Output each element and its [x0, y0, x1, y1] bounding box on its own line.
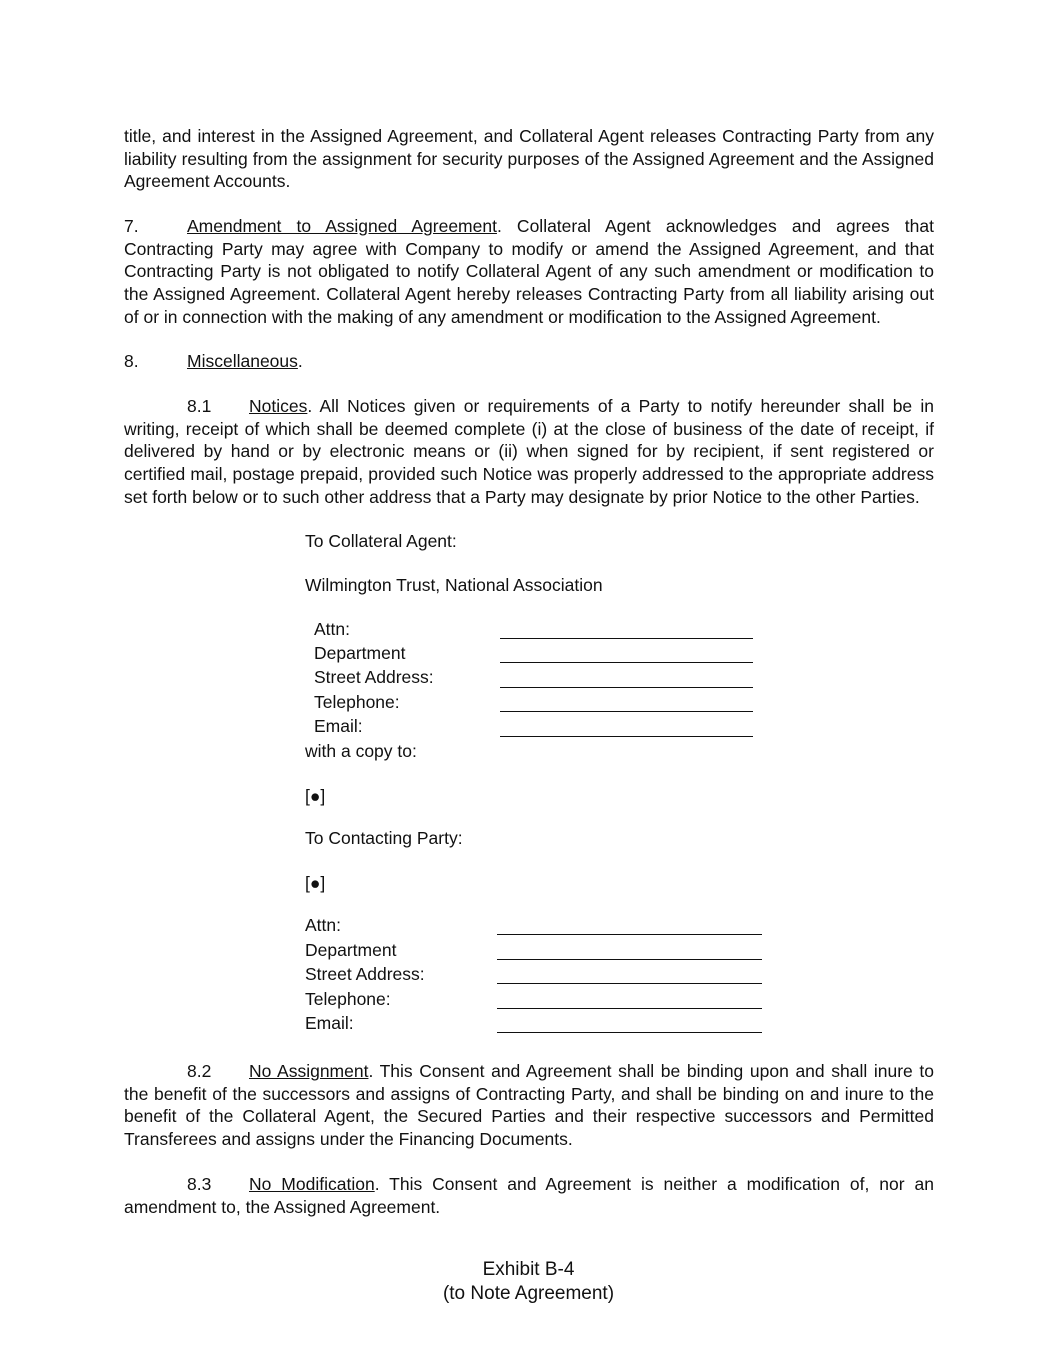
section-8-3-text: . This Consent and Agreement is neither a modification of, nor an amendment to, the Assigned Agreement.	[124, 1174, 934, 1217]
section-8-heading-line	[124, 350, 934, 373]
agent-street-blank	[500, 687, 753, 688]
party-telephone-label: Telephone:	[305, 989, 391, 1009]
party-attn-label: Attn:	[305, 915, 341, 935]
party-department-blank	[497, 959, 762, 960]
section-8-2-heading: No Assignment	[249, 1061, 369, 1081]
section-8-heading: Miscellaneous	[187, 351, 298, 371]
section-7-paragraph	[124, 215, 934, 329]
party-street-blank	[497, 983, 762, 984]
collateral-agent-name: Wilmington Trust, National Association	[305, 575, 603, 595]
footer-exhibit: Exhibit B-4	[482, 1259, 575, 1280]
copy-to-label: with a copy to:	[305, 741, 417, 761]
agent-email-label: Email:	[314, 716, 363, 736]
agent-attn-label: Attn:	[314, 619, 350, 639]
to-contracting-party: To Contacting Party:	[305, 828, 463, 848]
agent-telephone-blank	[500, 711, 753, 712]
to-collateral-agent: To Collateral Agent:	[305, 531, 457, 551]
section-8-1-heading: Notices	[249, 396, 308, 416]
party-attn-blank	[497, 934, 762, 935]
agent-department-label: Department	[314, 643, 406, 663]
section-8-2-number: 8.2	[187, 1061, 212, 1081]
section-8-1-number: 8.1	[187, 396, 212, 416]
intro-text: title, and interest in the Assigned Agreement, and Collateral Agent releases Contracting Party from any liability resulting from the assignment for security purposes of the Assigned Agreement and the Assigned Agreement Accounts.	[124, 126, 934, 192]
party-department-label: Department	[305, 940, 397, 960]
section-8-2-text: . This Consent and Agreement shall be binding upon and shall inure to the benefit of the successors and assigns of Contracting Party, and shall be binding on and inure to the benefit of the Collateral Agent, the Secured Parties and their respective successors and Permitted Transferees and assigns under the Financing Documents.	[124, 1061, 934, 1150]
agent-department-blank	[500, 662, 753, 663]
party-email-label: Email:	[305, 1013, 354, 1033]
party-street-label: Street Address:	[305, 964, 425, 984]
section-8-2-paragraph	[124, 1060, 934, 1151]
section-7-text: . Collateral Agent acknowledges and agrees that Contracting Party may agree with Company to modify or amend the Assigned Agreement, and that Contracting Party is not obligated to notify Collateral Agent of any such amendment or modification to the Assigned Agreement. Collateral Agent hereby releases Contracting Party from all liability arising out of or in connection with the making of any amendment or modification to the Assigned Agreement.	[124, 216, 934, 327]
agent-street-label: Street Address:	[314, 667, 434, 687]
section-8-period: .	[297, 351, 303, 371]
section-8-number: 8.	[124, 351, 139, 371]
agent-attn-blank	[500, 638, 753, 639]
section-7-heading: Amendment to Assigned Agreement	[187, 216, 497, 236]
party-placeholder: [●]	[305, 873, 326, 893]
agent-telephone-label: Telephone:	[314, 692, 400, 712]
section-8-3-paragraph	[124, 1173, 934, 1218]
section-7-number: 7.	[124, 216, 139, 236]
copy-placeholder: [●]	[305, 786, 326, 806]
party-telephone-blank	[497, 1008, 762, 1009]
section-8-1-text: . All Notices given or requirements of a Party to notify hereunder shall be in writing, receipt of which shall be deemed complete (i) at the close of business of the date of receipt, if delivered by hand or by electronic means or (ii) when signed for by recipient, if sent registered or certified mail, postage prepaid, provided such Notice was properly addressed to the appropriate address set forth below or to such other address that a Party may designate by prior Notice to the other Parties.	[124, 396, 934, 507]
party-email-blank	[497, 1032, 762, 1033]
section-8-3-number: 8.3	[187, 1174, 212, 1194]
intro-paragraph	[124, 125, 934, 193]
section-8-3-heading: No Modification	[249, 1174, 375, 1194]
footer-note: (to Note Agreement)	[442, 1283, 615, 1304]
agent-email-blank	[500, 736, 753, 737]
section-8-1-paragraph	[124, 395, 934, 509]
